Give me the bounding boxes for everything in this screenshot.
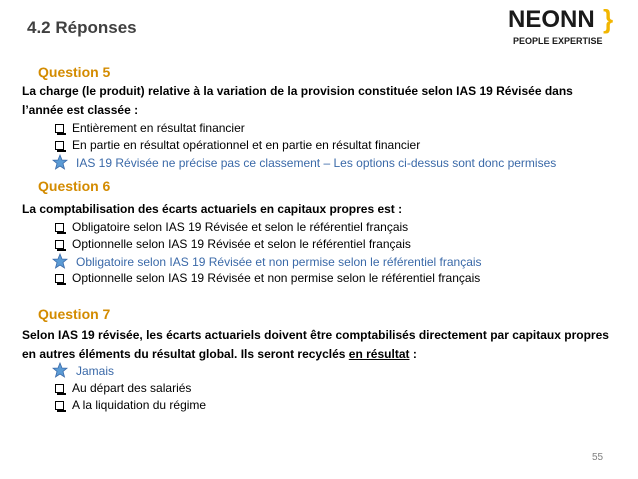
question-6-option-3-correct — [52, 253, 482, 270]
star-icon — [52, 154, 68, 170]
logo-brace: } — [603, 4, 614, 34]
question-5-heading: Question 5 — [38, 64, 111, 80]
option-label: Optionnelle selon IAS 19 Révisée et selon le référentiel français — [72, 237, 411, 251]
option-label: En partie en résultat opérationnel et en partie en résultat financier — [72, 138, 421, 152]
option-label: Obligatoire selon IAS 19 Révisée et selon le référentiel français — [72, 220, 409, 234]
checkbox-icon — [55, 401, 64, 410]
option-label: Entièrement en résultat financier — [72, 121, 245, 135]
question-7-option-3 — [55, 397, 206, 414]
checkbox-icon — [55, 141, 64, 150]
page-title: 4.2 Réponses — [27, 18, 137, 37]
checkbox-icon — [55, 223, 64, 232]
star-icon — [52, 362, 68, 378]
option-label: A la liquidation du régime — [72, 398, 207, 412]
question-7-text-end: : — [409, 347, 417, 361]
question-6-option-2 — [55, 236, 411, 253]
checkbox-icon — [55, 274, 64, 283]
option-label: IAS 19 Révisée ne précise pas ce classement – Les options ci-dessus sont donc permises — [76, 156, 557, 170]
question-7-heading: Question 7 — [38, 306, 111, 322]
option-label: Optionnelle selon IAS 19 Révisée et non permise selon le référentiel français — [72, 271, 481, 285]
option-label: Au départ des salariés — [72, 381, 192, 395]
logo-wordmark: NEONN — [508, 6, 595, 33]
question-6-option-4 — [55, 270, 480, 287]
question-5-text: La charge (le produit) relative à la variation de la provision constituée selon IAS 19 Révisée dans l’année est classée : — [22, 84, 573, 117]
star-icon — [52, 253, 68, 269]
checkbox-icon — [55, 384, 64, 393]
question-7-option-1-correct — [52, 362, 114, 379]
option-label: Obligatoire selon IAS 19 Révisée et non permise selon le référentiel français — [76, 255, 482, 269]
checkbox-icon — [55, 240, 64, 249]
option-label: Jamais — [76, 364, 115, 378]
question-6-text: La comptabilisation des écarts actuariels en capitaux propres est : — [22, 202, 403, 216]
page-number: 55 — [592, 452, 604, 463]
question-6-option-1 — [55, 219, 408, 236]
logo-tagline: PEOPLE EXPERTISE — [513, 36, 603, 46]
question-6-heading: Question 6 — [38, 178, 111, 194]
question-5-option-3-correct — [52, 154, 556, 171]
question-7-text — [22, 326, 612, 364]
question-7-text-underlined: en résultat — [348, 347, 410, 361]
question-5-option-2 — [55, 137, 420, 154]
checkbox-icon — [55, 124, 64, 133]
question-7-text-main: Selon IAS 19 révisée, les écarts actuariels doivent être comptabilisés directement par capitaux propres en autres éléments du résultat global. Ils seront recyclés — [22, 328, 609, 361]
question-5-option-1 — [55, 120, 245, 137]
neonn-logo — [508, 6, 620, 50]
question-7-option-2 — [55, 380, 191, 397]
